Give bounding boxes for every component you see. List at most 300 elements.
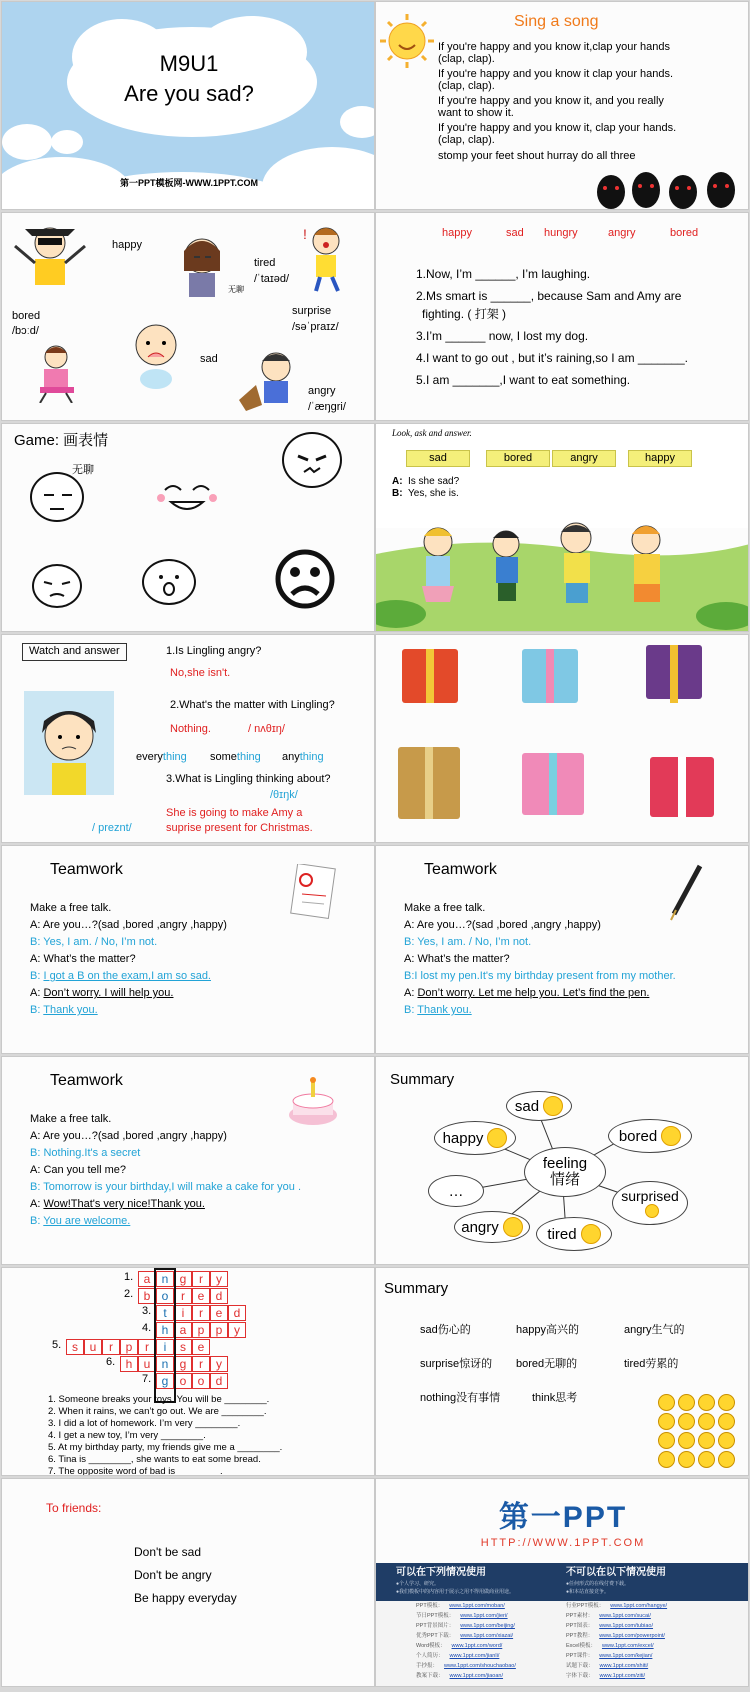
crossword-cell: n bbox=[156, 1271, 174, 1287]
chip-sad: sad bbox=[406, 450, 470, 467]
center-bubble bbox=[524, 1147, 606, 1197]
resource-link-label: 字体下载： bbox=[566, 1673, 594, 1679]
crying-face-icon bbox=[543, 1096, 563, 1116]
some-thing bbox=[210, 751, 261, 765]
line-5: B: Tomorrow is your birthday,I will make a cake for you . bbox=[30, 1181, 302, 1193]
resource-link-label: 优秀PPT下载： bbox=[416, 1633, 455, 1639]
gift-crimson bbox=[650, 757, 714, 817]
bubble-sad bbox=[506, 1091, 572, 1121]
clue-7: 7. The opposite word of bad is ________. bbox=[48, 1466, 223, 1476]
slide-9-teamwork bbox=[1, 845, 375, 1054]
resource-link[interactable]: www.1ppt.com/shiti/ bbox=[599, 1663, 649, 1669]
a1: No,she isn't. bbox=[170, 667, 231, 679]
line-7-prefix: B: bbox=[30, 1215, 44, 1227]
phonetic-present: / preznt/ bbox=[92, 822, 132, 834]
question-4: 4.I want to go out , but it’s raining,so I am _______. bbox=[416, 351, 688, 365]
emoji-face-icon bbox=[658, 1413, 675, 1430]
line-5: B:I lost my pen.It's my birthday present from my mother. bbox=[404, 970, 676, 982]
any-prefix: any bbox=[282, 751, 300, 763]
dialog-a-text: Is she sad? bbox=[408, 476, 460, 487]
resource-link-row bbox=[416, 1613, 508, 1620]
crossword-cell: o bbox=[156, 1288, 174, 1304]
a3-cont: suprise present for Christmas. bbox=[166, 822, 313, 834]
bubble-more: … bbox=[428, 1175, 484, 1207]
label-bored: bored bbox=[12, 310, 41, 322]
crossword-number: 3. bbox=[142, 1305, 152, 1317]
line-5 bbox=[30, 970, 211, 984]
line-2: A: Are you…?(sad ,bored ,angry ,happy) bbox=[30, 919, 227, 931]
bored-face-label: 无聊 bbox=[72, 464, 94, 476]
crossword-cell: n bbox=[156, 1356, 174, 1372]
crossword-cell: s bbox=[66, 1339, 84, 1355]
song-line-1: If you're happy and you know it,clap your hands (clap, clap). bbox=[438, 41, 671, 65]
pen-icon bbox=[666, 862, 706, 922]
allowed-2: ●我们模板中的内容用于展示之用不得用做商业用途。 bbox=[396, 1589, 515, 1595]
every-prefix: every bbox=[136, 751, 163, 763]
vocab-nothing: nothing没有事情 bbox=[420, 1392, 501, 1404]
clue-3: 3. I did a lot of homework. I’m very ________. bbox=[48, 1418, 241, 1429]
a2: Nothing. bbox=[170, 723, 211, 735]
friends-line-1: Don't be sad bbox=[134, 1545, 202, 1559]
phonetic-tired: /ˈtaɪəd/ bbox=[254, 273, 290, 285]
label-tired: tired bbox=[254, 257, 276, 269]
emoji-face-icon bbox=[698, 1413, 715, 1430]
crossword-cell: r bbox=[192, 1271, 210, 1287]
sad-face-drawing bbox=[274, 548, 336, 610]
q1: 1.Is Lingling angry? bbox=[166, 645, 262, 657]
crossword-cell: h bbox=[156, 1322, 174, 1338]
line-6 bbox=[404, 987, 649, 1001]
line-6 bbox=[30, 1198, 205, 1212]
resource-link-label: PPT课件： bbox=[566, 1653, 594, 1659]
gift-pink bbox=[522, 753, 584, 815]
friends-line-3: Be happy everyday bbox=[134, 1591, 237, 1605]
song-title: Sing a song bbox=[514, 13, 599, 30]
watch-answer-box: Watch and answer bbox=[22, 643, 127, 661]
emoji-face-icon bbox=[698, 1394, 715, 1411]
phonetic-surprise: /səˈpraɪz/ bbox=[292, 321, 339, 333]
question-2: 2.Ms smart is ______, because Sam and Amy are bbox=[416, 289, 682, 303]
slide-3-feelings bbox=[1, 212, 375, 421]
slide-6-look-ask bbox=[375, 423, 749, 632]
slide-subtitle: Are you sad? bbox=[124, 81, 254, 106]
emoji-face-icon bbox=[658, 1432, 675, 1449]
emoji-face-icon bbox=[718, 1394, 735, 1411]
sad-baby-character bbox=[128, 319, 184, 389]
forbidden-1: ●任何形式的在线付费下载。 bbox=[566, 1581, 630, 1587]
angry-character bbox=[234, 345, 304, 415]
crossword-cell: d bbox=[210, 1288, 228, 1304]
slide-11-teamwork bbox=[1, 1056, 375, 1265]
emoji-face-icon bbox=[698, 1432, 715, 1449]
some-suffix: thing bbox=[236, 751, 261, 763]
resource-link[interactable]: www.1ppt.com/xiazai/ bbox=[460, 1633, 514, 1639]
line-7-prefix: B: bbox=[30, 1004, 44, 1016]
chip-angry: angry bbox=[552, 450, 616, 467]
resource-link[interactable]: www.1ppt.com/shouchaobao/ bbox=[444, 1663, 516, 1669]
emoji-face-icon bbox=[718, 1432, 735, 1449]
resource-link-row bbox=[566, 1633, 665, 1640]
slide-8-gifts bbox=[375, 634, 749, 843]
resource-link[interactable]: www.1ppt.com/jiaoan/ bbox=[449, 1673, 504, 1679]
surprise-character bbox=[298, 221, 352, 293]
slide-title: M9U1 bbox=[159, 51, 219, 76]
crossword-cell: p bbox=[120, 1339, 138, 1355]
vocab-happy: happy高兴的 bbox=[516, 1324, 579, 1336]
resource-link[interactable]: www.1ppt.com/moban/ bbox=[449, 1603, 505, 1609]
center-word-cn: 情绪 bbox=[549, 1171, 580, 1188]
dialog-b-text: Yes, she is. bbox=[408, 488, 459, 499]
song-line-4: If you're happy and you know it, clap your hands. (clap, clap). bbox=[438, 122, 677, 146]
emoji-face-icon bbox=[718, 1451, 735, 1468]
tired-tag: 无聊 bbox=[228, 285, 244, 294]
smile-face-icon bbox=[487, 1128, 507, 1148]
resource-link-label: 试题下载： bbox=[566, 1663, 594, 1669]
friends-title: To friends: bbox=[46, 1501, 102, 1515]
tired-face-icon bbox=[581, 1224, 601, 1244]
every-thing bbox=[136, 751, 187, 765]
slide-15-to-friends bbox=[1, 1478, 375, 1687]
teamwork-title: Teamwork bbox=[50, 861, 123, 878]
slide-1-title bbox=[1, 1, 375, 210]
resource-link-label: PPT教程： bbox=[566, 1633, 594, 1639]
resource-link-label: PPT素材： bbox=[566, 1613, 594, 1619]
forbidden-heading: 不可以在以下情况使用 bbox=[566, 1567, 666, 1578]
line-3: B: Yes, I am. / No, I’m not. bbox=[30, 936, 158, 948]
bubble-surprised bbox=[612, 1181, 688, 1225]
bored-face-icon bbox=[661, 1126, 681, 1146]
phonetic-bored: /bɔːd/ bbox=[12, 325, 39, 337]
sun-icon bbox=[378, 12, 436, 70]
question-1: 1.Now, I’m ______, I’m laughing. bbox=[416, 267, 591, 281]
line-4: A: What’s the matter? bbox=[404, 953, 510, 965]
resource-link-label: 手抄报： bbox=[416, 1663, 439, 1669]
chip-bored: bored bbox=[486, 450, 550, 467]
footer-text: 第一PPT模板网-WWW.1PPT.COM bbox=[120, 178, 258, 188]
resource-link-label: PPT模板： bbox=[416, 1603, 444, 1609]
resource-link-row bbox=[416, 1603, 505, 1610]
worried-face-drawing bbox=[32, 564, 82, 608]
crossword-cell: r bbox=[174, 1288, 192, 1304]
allowed-1: ●个人学习、研究。 bbox=[396, 1581, 440, 1587]
crossword-key-column bbox=[154, 1268, 176, 1403]
game-title: Game: 画表情 bbox=[14, 432, 109, 449]
gift-gold bbox=[398, 747, 460, 819]
every-suffix: thing bbox=[162, 751, 187, 763]
resource-link-label: 行业PPT模板： bbox=[566, 1603, 605, 1609]
crossword-number: 7. bbox=[142, 1373, 152, 1385]
bubble-bored-label: bored bbox=[618, 1127, 658, 1145]
happy-character bbox=[10, 221, 90, 291]
crossword-cell: i bbox=[174, 1305, 192, 1321]
bubble-angry bbox=[454, 1211, 530, 1243]
bubble-sad-label: sad bbox=[514, 1097, 540, 1115]
crossword-cell: g bbox=[174, 1271, 192, 1287]
resource-link-label: 节日PPT模板： bbox=[416, 1613, 455, 1619]
resource-link[interactable]: www.1ppt.com/sucai/ bbox=[599, 1613, 651, 1619]
question-3: 3.I’m ______ now, I lost my dog. bbox=[416, 329, 589, 343]
resource-link-row bbox=[416, 1673, 503, 1680]
emoji-grid bbox=[658, 1394, 742, 1472]
line-5-prefix: B: bbox=[30, 970, 44, 982]
crossword-cell: e bbox=[192, 1288, 210, 1304]
resource-link[interactable]: www.1ppt.com/jianli/ bbox=[449, 1653, 500, 1659]
label-angry: angry bbox=[308, 385, 336, 397]
line-7-text: You are welcome. bbox=[43, 1215, 131, 1227]
line-7-prefix: B: bbox=[404, 1004, 418, 1016]
crossword-number: 4. bbox=[142, 1322, 152, 1334]
resource-link[interactable]: www.1ppt.com/kejian/ bbox=[599, 1653, 653, 1659]
bubble-tired bbox=[536, 1217, 612, 1251]
crossword-cell: p bbox=[210, 1322, 228, 1338]
line-1: Make a free talk. bbox=[404, 902, 486, 914]
emoji-face-icon bbox=[678, 1394, 695, 1411]
emoji-face-icon bbox=[678, 1432, 695, 1449]
bored-face-drawing bbox=[30, 472, 84, 522]
label-happy: happy bbox=[112, 239, 142, 251]
vocab-bored: bored无聊的 bbox=[516, 1358, 578, 1370]
emoji-face-icon bbox=[678, 1451, 695, 1468]
resource-link[interactable]: www.1ppt.com/beijing/ bbox=[460, 1623, 515, 1629]
angry-face-icon bbox=[503, 1217, 523, 1237]
line-1: Make a free talk. bbox=[30, 1113, 112, 1125]
cake-icon bbox=[284, 1075, 342, 1129]
crossword-cell: r bbox=[192, 1305, 210, 1321]
crossword-cell: p bbox=[192, 1322, 210, 1338]
a3: She is going to make Amy a bbox=[166, 807, 303, 819]
summary-title: Summary bbox=[384, 1280, 449, 1297]
resource-link-label: Excel模板： bbox=[566, 1643, 596, 1649]
line-7 bbox=[30, 1215, 130, 1229]
svg-text:!: ! bbox=[303, 226, 307, 242]
clue-5: 5. At my birthday party, my friends give me a ________. bbox=[48, 1442, 283, 1453]
crossword-number: 1. bbox=[124, 1271, 134, 1283]
slide-10-teamwork bbox=[375, 845, 749, 1054]
song-line-2: If you're happy and you know it clap your hands. (clap, clap). bbox=[438, 68, 674, 92]
park-scene bbox=[376, 504, 749, 632]
question-2-cont: fighting. ( 打架 ) bbox=[422, 307, 507, 321]
clue-1: 1. Someone breaks your toys. You will be ________. bbox=[48, 1394, 270, 1405]
phonetic-nothing: / nʌθɪŋ/ bbox=[248, 723, 285, 735]
crossword-cell: r bbox=[102, 1339, 120, 1355]
slide-16-brand bbox=[375, 1478, 749, 1687]
resource-link-row bbox=[566, 1663, 648, 1670]
resource-link-row bbox=[566, 1623, 653, 1630]
word-sad: sad bbox=[506, 227, 524, 239]
summary-title: Summary bbox=[390, 1071, 455, 1088]
phonetic-angry: /ˈæŋgri/ bbox=[308, 401, 346, 413]
emoji-face-icon bbox=[698, 1451, 715, 1468]
crossword-cell: y bbox=[210, 1356, 228, 1372]
crossword-cell: y bbox=[228, 1322, 246, 1338]
vocab-sad: sad伤心的 bbox=[420, 1324, 471, 1336]
forbidden-2: ●和本站直接竞争。 bbox=[566, 1589, 610, 1595]
line-7 bbox=[404, 1004, 472, 1018]
crossword-cell: o bbox=[174, 1373, 192, 1389]
line-6-prefix: A: bbox=[30, 1198, 44, 1210]
line-7 bbox=[30, 1004, 98, 1018]
bubble-surprised-label: surprised bbox=[621, 1188, 679, 1204]
crossword-cell: r bbox=[192, 1356, 210, 1372]
slide-13-crossword bbox=[1, 1267, 375, 1476]
mischief-face-drawing bbox=[157, 472, 217, 522]
crossword-cell: d bbox=[228, 1305, 246, 1321]
line-6-text: Wow!That's very nice!Thank you. bbox=[43, 1198, 205, 1210]
resource-link-label: 个人简历： bbox=[416, 1653, 444, 1659]
instruction-text: Look, ask and answer. bbox=[392, 428, 472, 438]
teamwork-title: Teamwork bbox=[50, 1072, 123, 1089]
resource-link-row bbox=[416, 1663, 516, 1670]
allowed-heading: 可以在下列情况使用 bbox=[396, 1567, 486, 1578]
resource-link-row bbox=[416, 1653, 499, 1660]
line-7-text: Thank you. bbox=[43, 1004, 98, 1016]
emoji-face-icon bbox=[678, 1413, 695, 1430]
crossword-cell: h bbox=[120, 1356, 138, 1372]
line-6-text: Don’t worry. Let me help you. Let’s find the pen. bbox=[417, 987, 650, 999]
q2: 2.What's the matter with Lingling? bbox=[170, 699, 335, 711]
crossword-cell: i bbox=[156, 1339, 174, 1355]
resource-link[interactable]: www.1ppt.com/tubiao/ bbox=[599, 1623, 654, 1629]
vocab-tired: tired劳累的 bbox=[624, 1358, 679, 1370]
clue-4: 4. I get a new toy, I’m very ________. bbox=[48, 1430, 206, 1441]
crossword-cell: a bbox=[174, 1322, 192, 1338]
word-happy: happy bbox=[442, 227, 472, 239]
resource-link-row bbox=[416, 1633, 513, 1640]
crossword-cell: u bbox=[84, 1339, 102, 1355]
line-1: Make a free talk. bbox=[30, 902, 112, 914]
crossword-grid bbox=[2, 1268, 375, 1398]
links-list bbox=[376, 1603, 749, 1687]
vocab-surprise: surprise惊讶的 bbox=[420, 1358, 493, 1370]
slide-2-song bbox=[375, 1, 749, 210]
crossword-cell: g bbox=[174, 1356, 192, 1372]
crossword-cell: e bbox=[192, 1339, 210, 1355]
friends-line-2: Don't be angry bbox=[134, 1568, 212, 1582]
line-6-prefix: A: bbox=[404, 987, 418, 999]
line-6 bbox=[30, 987, 173, 1001]
song-line-3: If you're happy and you know it, and you really want to show it. bbox=[438, 95, 664, 119]
crossword-cell: g bbox=[156, 1373, 174, 1389]
emoji-face-icon bbox=[658, 1451, 675, 1468]
line-3: B: Nothing.It's a secret bbox=[30, 1147, 141, 1159]
resource-link-label: PPT背景图片： bbox=[416, 1623, 455, 1629]
bears-illustration bbox=[591, 164, 741, 210]
resource-link-label: PPT图表： bbox=[566, 1623, 594, 1629]
line-7-text: Thank you. bbox=[417, 1004, 472, 1016]
crossword-number: 5. bbox=[52, 1339, 62, 1351]
center-word: feeling bbox=[542, 1154, 588, 1172]
phonetic-think: /θɪŋk/ bbox=[270, 789, 298, 801]
q3: 3.What is Lingling thinking about? bbox=[166, 773, 331, 785]
bubble-happy-label: happy bbox=[442, 1129, 484, 1147]
resource-link-row bbox=[566, 1653, 652, 1660]
resource-link[interactable]: www.1ppt.com/excel/ bbox=[601, 1643, 654, 1649]
word-angry: angry bbox=[608, 227, 636, 239]
resource-link-row bbox=[416, 1643, 502, 1650]
brand-url: HTTP://WWW.1PPT.COM bbox=[480, 1537, 646, 1549]
slide-14-summary-vocab bbox=[375, 1267, 749, 1476]
resource-link[interactable]: www.1ppt.com/jieri/ bbox=[460, 1613, 508, 1619]
clue-2: 2. When it rains, we can’t go out. We are ________. bbox=[48, 1406, 267, 1417]
song-line-5: stomp your feet shout hurray do all three bbox=[438, 150, 636, 162]
bubble-bored bbox=[608, 1119, 692, 1153]
crossword-cell: s bbox=[174, 1339, 192, 1355]
slide-5-game bbox=[1, 423, 375, 632]
word-bored: bored bbox=[670, 227, 699, 239]
angry-face-drawing bbox=[282, 432, 342, 488]
word-hungry: hungry bbox=[544, 227, 578, 239]
line-4: A: Can you tell me? bbox=[30, 1164, 126, 1176]
slide-12-summary-map bbox=[375, 1056, 749, 1265]
crossword-cell: t bbox=[156, 1305, 174, 1321]
chip-happy: happy bbox=[628, 450, 692, 467]
lingling-thinking-illustration bbox=[24, 691, 114, 795]
resource-link[interactable]: www.1ppt.com/word/ bbox=[451, 1643, 503, 1649]
gift-red bbox=[402, 649, 458, 703]
crossword-cell: e bbox=[210, 1305, 228, 1321]
label-surprise: surprise bbox=[292, 305, 332, 317]
resource-link-label: Word模板： bbox=[416, 1643, 446, 1649]
crossword-cell: a bbox=[138, 1271, 156, 1287]
bored-character bbox=[26, 341, 86, 403]
teamwork-title: Teamwork bbox=[424, 861, 497, 878]
crossword-cell: u bbox=[138, 1356, 156, 1372]
resource-link-label: 教案下载： bbox=[416, 1673, 444, 1679]
brand-logo: 第一PPT bbox=[498, 1501, 628, 1534]
bubble-angry-label: angry bbox=[461, 1218, 499, 1236]
crossword-cell: d bbox=[210, 1373, 228, 1389]
vocab-think: think思考 bbox=[532, 1392, 578, 1404]
line-5-text: I got a B on the exam,I am so sad. bbox=[43, 970, 211, 982]
line-2: A: Are you…?(sad ,bored ,angry ,happy) bbox=[404, 919, 601, 931]
gift-purple bbox=[646, 645, 702, 699]
crossword-number: 6. bbox=[106, 1356, 116, 1368]
label-sad: sad bbox=[200, 353, 218, 365]
surprised-face-drawing bbox=[142, 559, 196, 605]
resource-link[interactable]: www.1ppt.com/powerpoint/ bbox=[599, 1633, 665, 1639]
some-prefix: some bbox=[210, 751, 237, 763]
resource-link-row bbox=[566, 1603, 667, 1610]
exam-paper-icon bbox=[288, 864, 338, 920]
emoji-face-icon bbox=[718, 1413, 735, 1430]
resource-link[interactable]: www.1ppt.com/hangye/ bbox=[610, 1603, 668, 1609]
resource-link[interactable]: www.1ppt.com/ziti/ bbox=[599, 1673, 646, 1679]
line-4: A: What’s the matter? bbox=[30, 953, 136, 965]
surprised-face-icon bbox=[645, 1204, 659, 1218]
line-6-prefix: A: bbox=[30, 987, 44, 999]
any-thing bbox=[282, 751, 324, 765]
bubble-tired-label: tired bbox=[547, 1225, 577, 1243]
slide-7-watch-answer bbox=[1, 634, 375, 843]
any-suffix: thing bbox=[299, 751, 324, 763]
bubble-happy bbox=[434, 1121, 516, 1155]
crossword-cell: o bbox=[192, 1373, 210, 1389]
crossword-number: 2. bbox=[124, 1288, 134, 1300]
tired-character bbox=[167, 231, 237, 301]
resource-link-row bbox=[566, 1643, 654, 1650]
vocab-angry: angry生气的 bbox=[624, 1324, 685, 1336]
line-2: A: Are you…?(sad ,bored ,angry ,happy) bbox=[30, 1130, 227, 1142]
resource-link-row bbox=[566, 1613, 651, 1620]
crossword-cell: r bbox=[138, 1339, 156, 1355]
clue-6: 6. Tina is ________, she wants to eat some bread. bbox=[48, 1454, 261, 1465]
crossword-cell: b bbox=[138, 1288, 156, 1304]
question-5: 5.I am _______,I want to eat something. bbox=[416, 373, 631, 387]
dialog-b-label: B: bbox=[392, 488, 403, 499]
resource-link-row bbox=[416, 1623, 515, 1630]
line-3: B: Yes, I am. / No, I’m not. bbox=[404, 936, 532, 948]
line-6-text: Don’t worry. I will help you. bbox=[43, 987, 174, 999]
